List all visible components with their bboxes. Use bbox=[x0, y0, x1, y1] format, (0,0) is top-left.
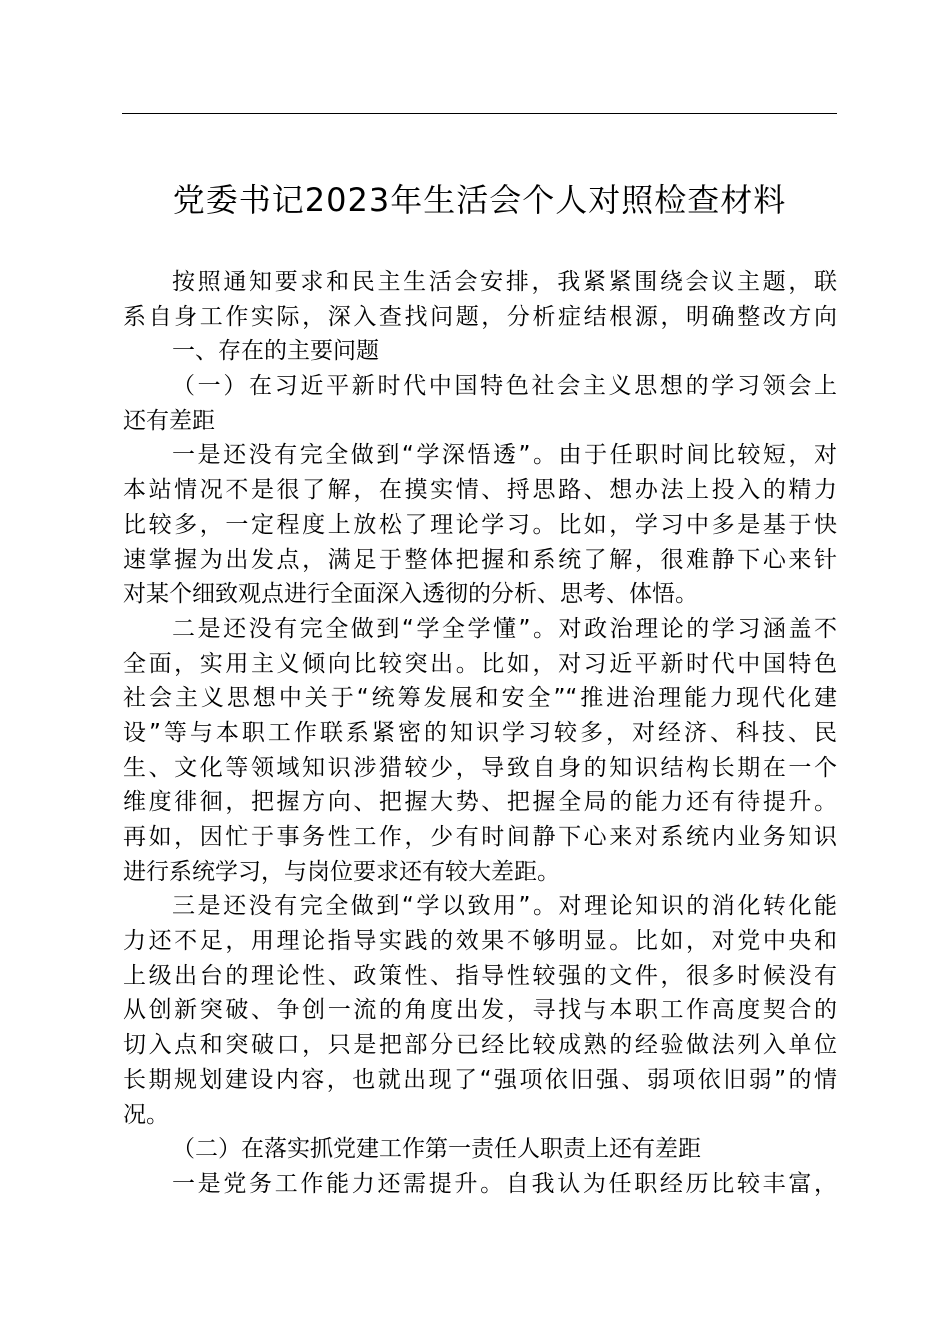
text-line: 进行系统学习，与岗位要求还有较大差距。 bbox=[123, 858, 560, 885]
text-line: 设”等与本职工作联系紧密的知识学习较多，对经济、科技、民 bbox=[123, 719, 837, 746]
text-line: 上级出台的理论性、政策性、指导性较强的文件，很多时候没有 bbox=[123, 962, 837, 989]
document-title: 党委书记2023年生活会个人对照检查材料 bbox=[172, 181, 787, 219]
text-line: 力还不足，用理论指导实践的效果不够明显。比如，对党中央和 bbox=[123, 928, 837, 955]
text-line: 三是还没有完全做到“学以致用”。对理论知识的消化转化能 bbox=[172, 893, 837, 920]
text-line: 一、存在的主要问题 bbox=[172, 338, 379, 365]
text-line: 按照通知要求和民主生活会安排，我紧紧围绕会议主题，联 bbox=[172, 269, 837, 295]
text-line: 生、文化等领域知识涉猎较少，导致自身的知识结构长期在一个 bbox=[123, 754, 837, 781]
text-line: 维度徘徊，把握方向、把握大势、把握全局的能力还有待提升。 bbox=[123, 789, 837, 816]
document-body bbox=[123, 265, 837, 1202]
text-line: 还有差距 bbox=[123, 407, 215, 434]
text-line: 速掌握为出发点，满足于整体把握和系统了解，很难静下心来针 bbox=[123, 546, 837, 573]
text-line: 从创新突破、争创一流的角度出发，寻找与本职工作高度契合的 bbox=[123, 997, 837, 1024]
text-line: 再如，因忙于事务性工作，少有时间静下心来对系统内业务知识 bbox=[123, 824, 837, 850]
text-line: 对某个细致观点进行全面深入透彻的分析、思考、体悟。 bbox=[123, 581, 698, 608]
text-line: （一）在习近平新时代中国特色社会主义思想的学习领会上 bbox=[172, 373, 837, 400]
text-line: 本站情况不是很了解，在摸实情、捋思路、想办法上投入的精力 bbox=[123, 477, 837, 504]
text-line: 一是还没有完全做到“学深悟透”。由于任职时间比较短，对 bbox=[172, 442, 837, 469]
text-line: 系自身工作实际，深入查找问题，分析症结根源，明确整改方向 bbox=[123, 303, 837, 330]
text-line: 全面，实用主义倾向比较突出。比如，对习近平新时代中国特色 bbox=[123, 650, 837, 677]
text-line: 比较多，一定程度上放松了理论学习。比如，学习中多是基于快 bbox=[123, 511, 837, 538]
text-line: 况。 bbox=[123, 1101, 169, 1128]
header-rule bbox=[122, 113, 837, 114]
text-line: 一是党务工作能力还需提升。自我认为任职经历比较丰富， bbox=[172, 1170, 837, 1197]
text-line: 切入点和突破口，只是把部分已经比较成熟的经验做法列入单位 bbox=[123, 1032, 837, 1059]
text-line: 社会主义思想中关于“统筹发展和安全”“推进治理能力现代化建 bbox=[123, 685, 837, 712]
text-line: （二）在落实抓党建工作第一责任人职责上还有差距 bbox=[172, 1136, 701, 1163]
text-line: 长期规划建设内容，也就出现了“强项依旧强、弱项依旧弱”的情 bbox=[123, 1066, 837, 1093]
text-line: 二是还没有完全做到“学全学懂”。对政治理论的学习涵盖不 bbox=[172, 615, 837, 642]
